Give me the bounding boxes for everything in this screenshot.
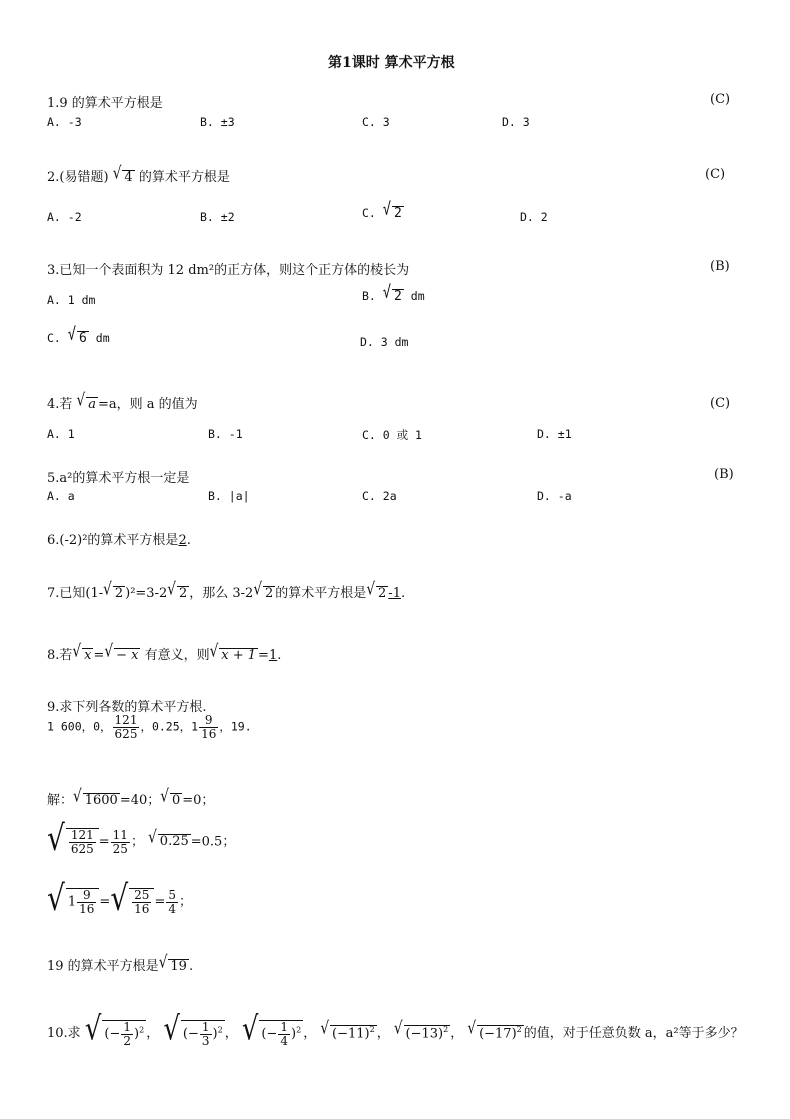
q7-mid1: )²=3-2 — [125, 586, 168, 601]
sol3-sqrt-improper: √ $\frac{25}{16}$ — [110, 888, 154, 916]
sol2-num: 121 — [70, 828, 94, 842]
q9-f1-den: 625 — [114, 726, 138, 741]
q8-radicand-3: x + 1 — [221, 647, 257, 663]
sol3-frac — [77, 889, 96, 915]
q1-option-c: C. 3 — [362, 115, 390, 129]
q4-option-b: B. -1 — [208, 427, 243, 441]
sol2-result-frac — [111, 829, 130, 855]
sol3-frac2 — [132, 889, 151, 915]
sol4-prefix: 19 的算术平方根是 — [47, 959, 159, 974]
q10-frac-3 — [278, 1021, 290, 1047]
sol1-radicand-1: 1600 — [84, 792, 118, 808]
question-10: 10.求 √ (− $\frac{1}{2}$ )$^2$ ， √ (− $\frac{1}{3}$ )$^2$ ， √ (− $\frac{1}{4}$ )$^2$ ， √ $(-11)^2$ ， √ $(-13)^2$ ， √ $(-17)^2$ 的值，对于任意负数 a，a²等于多少？ — [47, 1010, 744, 1049]
q3-option-d: D. 3 dm — [360, 335, 409, 349]
sol3-rden: 4 — [168, 901, 176, 916]
q2-option-a: A. -2 — [47, 210, 82, 224]
solution-line-2 — [47, 817, 236, 859]
q10-sqrt-4: √ $(-11)^2$ — [320, 1018, 375, 1042]
sol1-value-2: =0； — [182, 793, 215, 808]
sol4-radicand: 19 — [170, 958, 187, 974]
q6-blank-answer: 2 — [178, 533, 187, 548]
q7-blank-tail: -1 — [388, 586, 401, 601]
question-5-stem: 5.a²的算术平方根一定是 — [47, 471, 190, 486]
q9-fraction-2 — [199, 714, 218, 740]
sol1-sqrt-2: √ 0 — [160, 786, 181, 808]
q8-sqrt-3: √ x + 1 — [209, 641, 257, 663]
question-4-stem — [47, 390, 198, 412]
q2-option-c-label: C. — [362, 206, 376, 221]
sol2-radicand-dec: 0.25 — [159, 834, 189, 850]
solution-line-3 — [47, 877, 192, 919]
q8-sqrt-1: √ x — [72, 641, 92, 663]
q9-f2-num: 9 — [199, 714, 218, 728]
q3-option-c-unit: dm — [95, 331, 110, 346]
q10-f2-num: 1 — [201, 1020, 210, 1034]
q10-mid: 的值，对于任意负数 a，a²等于多少？ — [523, 1026, 744, 1042]
q3-option-b-unit: dm — [410, 289, 425, 304]
q8-blank-answer: 1 — [268, 648, 278, 663]
q8-sqrt-2: √ − x — [104, 641, 139, 663]
q7-sqrt-2: √ 2 — [167, 579, 188, 601]
q4-suffix: =a，则 a 的值为 — [98, 397, 198, 412]
solution-line-4 — [47, 952, 194, 974]
q8-radicand-2: − x — [116, 647, 139, 663]
q8-prefix: 8.若 — [47, 648, 73, 663]
question-7 — [47, 579, 406, 601]
q10-sqrt-6: √ $(-17)^2$ — [467, 1018, 522, 1042]
q3-option-b-radicand: 2 — [394, 289, 402, 304]
q6-stem: 6.(-2)²的算术平方根是 — [47, 533, 179, 548]
sol2-eq: = — [98, 834, 110, 850]
q7-radicand-3: 2 — [265, 585, 274, 601]
q3-option-c — [47, 324, 110, 346]
sol3-rnum: 5 — [168, 887, 176, 902]
q9-f2-den: 16 — [201, 726, 217, 741]
question-3-stem: 3.已知一个表面积为 12 dm²的正方体，则这个正方体的棱长为 — [47, 263, 410, 278]
question-8 — [47, 641, 282, 663]
q10-prefix: 10.求 — [47, 1026, 81, 1042]
q8-radicand-1: x — [84, 647, 92, 663]
question-6 — [47, 529, 191, 548]
sol1-radicand-2: 0 — [171, 792, 181, 808]
q10-sqrt-2: √ (− $\frac{1}{3}$ )$^2$ — [163, 1010, 223, 1049]
q7-sqrt-3: √ 2 — [253, 579, 274, 601]
q2-option-b: B. ±2 — [200, 210, 235, 224]
q3-option-b-label: B. — [362, 289, 376, 304]
sol2-sep: ； — [130, 834, 144, 850]
q10-f1-den: 2 — [123, 1033, 132, 1048]
question-2-answer: (C) — [705, 167, 726, 182]
sol2-den: 625 — [70, 841, 94, 856]
question-4-answer: (C) — [710, 396, 731, 411]
sol2-sqrt-frac: √ $\frac{121}{625}$ — [47, 828, 99, 856]
q4-option-d: D. ±1 — [537, 427, 572, 441]
q5-option-b: B. |a| — [208, 489, 250, 503]
sol3-den: 16 — [79, 901, 95, 916]
q7-blank-answer — [366, 579, 401, 601]
sol3-whole: 1 — [67, 894, 77, 910]
sol2-sqrt-dec: √ 0.25 — [148, 828, 189, 850]
sol3-eq2: = — [154, 894, 166, 910]
q2-option-c — [362, 199, 404, 221]
sol1-prefix: 解： — [47, 793, 74, 808]
sol3-num: 9 — [77, 889, 96, 903]
q2-option-c-radicand: 2 — [394, 206, 402, 221]
sol2-rden: 25 — [112, 841, 128, 856]
q3-option-c-sqrt: √ 6 — [67, 324, 87, 346]
sol4-sqrt: √ 19 — [158, 952, 187, 974]
q9-n2: ，0.25，1 — [140, 719, 199, 734]
question-5-answer: (B) — [714, 467, 734, 482]
q2-option-c-sqrt: √ 2 — [382, 199, 402, 221]
q5-option-c: C. 2a — [362, 489, 397, 503]
question-9-stem: 9.求下列各数的算术平方根. — [47, 700, 207, 715]
q10-f2-den: 3 — [201, 1033, 210, 1048]
q8-end: . — [277, 648, 282, 663]
sol2-rnum: 11 — [112, 827, 128, 842]
q7-end: . — [400, 586, 406, 601]
q7-mid2: ，那么 3-2 — [189, 586, 254, 601]
q7-prefix: 7.已知(1- — [47, 586, 104, 601]
q10-int-2: (−13) — [405, 1026, 444, 1042]
q10-f1-num: 1 — [123, 1020, 132, 1034]
question-9-numbers — [47, 714, 252, 740]
q10-sqrt-5: √ $(-13)^2$ — [393, 1018, 449, 1042]
q9-n3: ，19. — [219, 719, 252, 734]
q3-option-a: A. 1 dm — [47, 293, 96, 307]
q10-sqrt-3: √ (− $\frac{1}{4}$ )$^2$ — [241, 1010, 302, 1049]
q7-mid3: 的算术平方根是 — [275, 586, 367, 601]
q8-eq2: = — [258, 648, 269, 663]
q3-option-c-label: C. — [47, 331, 61, 346]
q2-prefix: 2.(易错题) — [47, 170, 109, 185]
q9-f1-num: 121 — [114, 713, 138, 727]
q1-option-d: D. 3 — [502, 115, 530, 129]
q10-frac-2 — [200, 1021, 212, 1047]
sol4-end: . — [188, 959, 194, 974]
q7-radicand-2: 2 — [178, 585, 188, 601]
q2-option-d: D. 2 — [520, 210, 548, 224]
q9-n1: 1 600，0， — [47, 719, 112, 734]
q4-option-a: A. 1 — [47, 427, 75, 441]
sol3-result-frac — [166, 889, 178, 915]
q2-radicand: 4 — [124, 169, 133, 185]
q9-fraction-1 — [113, 714, 140, 740]
q10-f3-den: 4 — [280, 1033, 289, 1048]
question-1-stem: 1.9 的算术平方根是 — [47, 96, 163, 111]
q7-sqrt-1: √ 2 — [103, 579, 124, 601]
q8-eq: = — [93, 648, 105, 663]
q5-option-d: D. -a — [537, 489, 572, 503]
q10-int-3: (−17) — [479, 1026, 517, 1042]
q6-end: . — [186, 533, 191, 548]
sol3-den2: 16 — [134, 901, 150, 916]
sol3-sqrt-mixed: √ 1 $\frac{9}{16}$ — [47, 888, 99, 916]
sol1-value-1: =40； — [119, 793, 161, 808]
q4-radicand: a — [88, 396, 97, 412]
sol3-end: ； — [178, 894, 192, 910]
q8-mid: 有意义，则 — [144, 648, 210, 663]
q10-int-1: (−11) — [332, 1026, 370, 1042]
q2-suffix: 的算术平方根是 — [138, 170, 230, 185]
q10-f3-num: 1 — [280, 1020, 289, 1034]
question-1-answer: (C) — [710, 92, 731, 107]
page-title: 第1课时 算术平方根 — [328, 55, 455, 71]
q4-option-c: C. 0 或 1 — [362, 428, 422, 442]
q10-frac-1 — [121, 1021, 133, 1047]
sol1-sqrt-1: √ 1600 — [73, 786, 118, 808]
q5-option-a: A. a — [47, 489, 75, 503]
q3-option-c-radicand: 6 — [79, 331, 87, 346]
q7-blank-sqrt: √ 2 — [366, 579, 387, 601]
q1-option-a: A. -3 — [47, 115, 82, 129]
q3-option-b — [362, 282, 425, 304]
q3-option-b-sqrt: √ 2 — [382, 282, 402, 304]
question-3-answer: (B) — [710, 259, 730, 274]
q1-option-b: B. ±3 — [200, 115, 235, 129]
sol2-frac — [69, 829, 96, 855]
q10-sqrt-1: √ (− $\frac{1}{2}$ )$^2$ — [84, 1010, 145, 1049]
q4-prefix: 4.若 — [47, 397, 73, 412]
sol2-value: =0.5； — [190, 834, 236, 850]
q2-sqrt: √ 4 — [112, 163, 133, 185]
q7-radicand-1: 2 — [114, 585, 124, 601]
q7-blank-radicand: 2 — [378, 585, 387, 601]
q4-sqrt: √ a — [76, 390, 97, 412]
question-2-stem — [47, 163, 230, 185]
sol3-num2: 25 — [134, 888, 150, 902]
sol3-eq: = — [99, 894, 111, 910]
solution-line-1 — [47, 786, 215, 808]
